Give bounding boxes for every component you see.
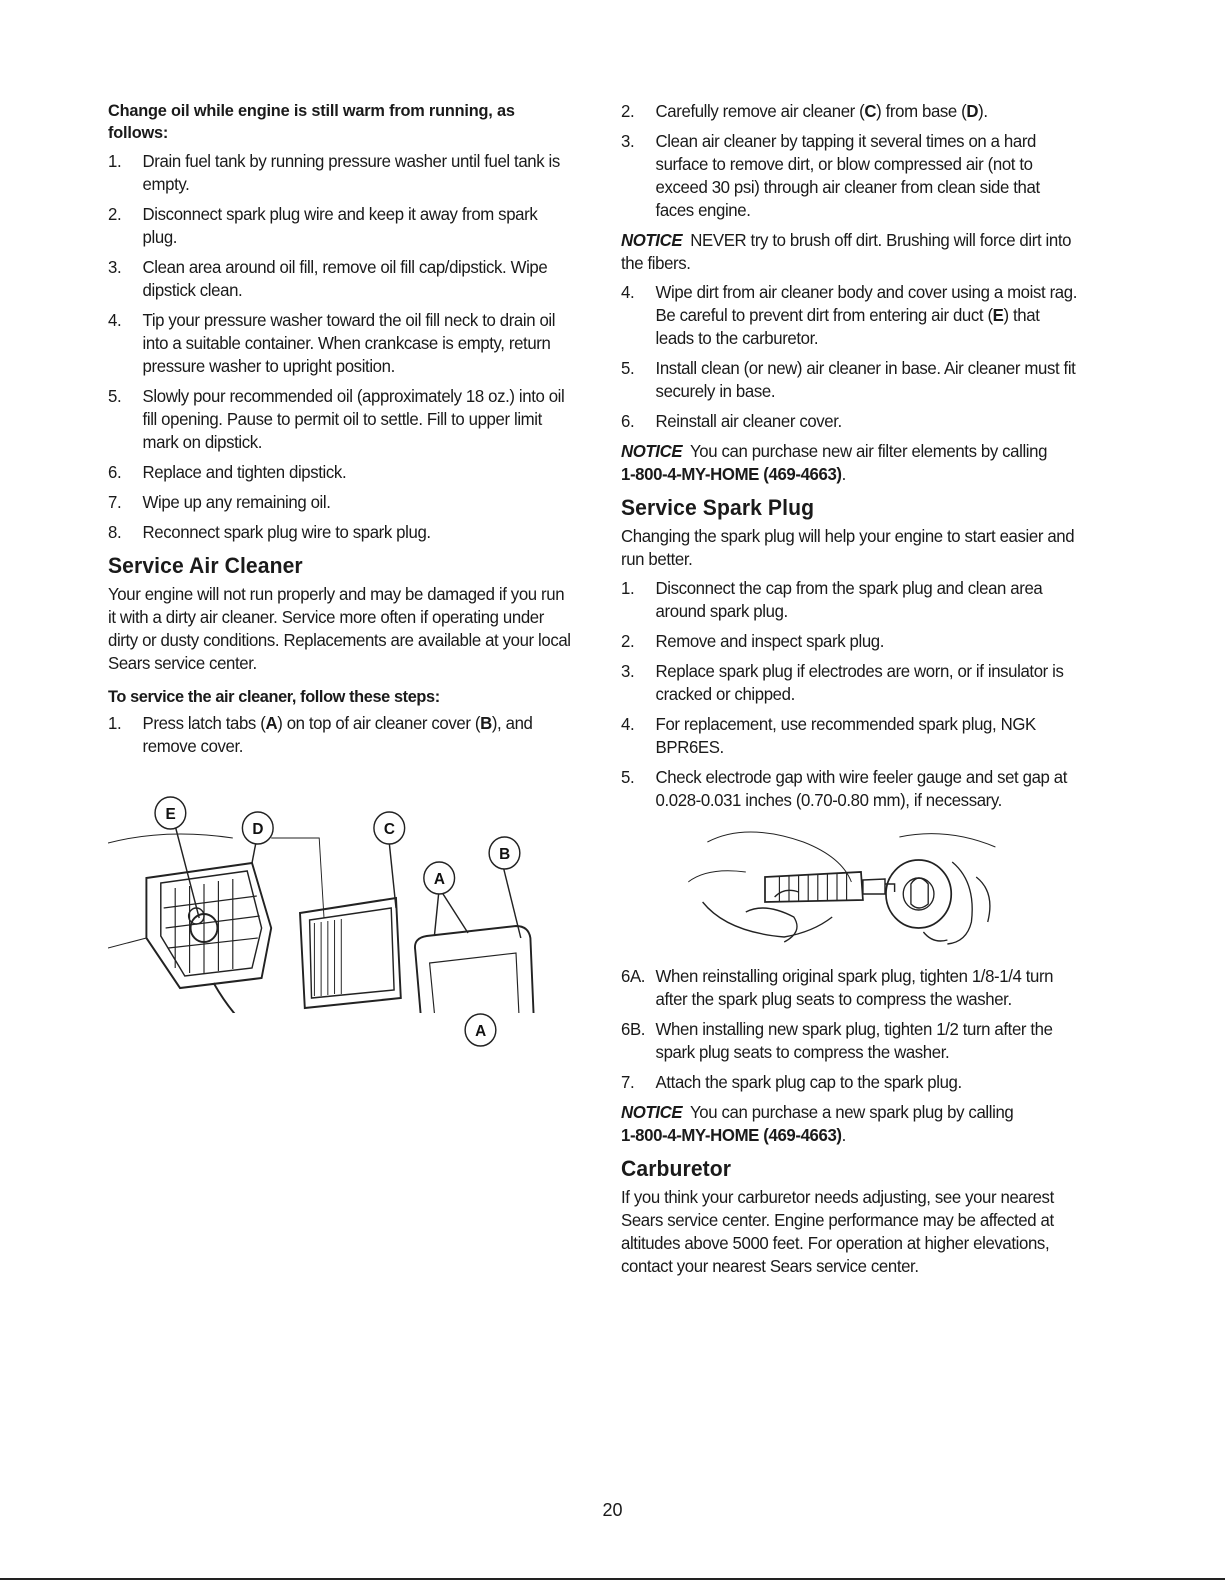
notice-spark-plug: NOTICE You can purchase a new spark plug by calling 1-800-4-MY-HOME (469-4663). (621, 1102, 1014, 1145)
page-number: 20 (602, 1500, 623, 1520)
list-item: 4. Tip your pressure washer toward the oil fill neck to drain oil into a suitable container. When crankcase is empty, return pressure washer to upright position. (108, 310, 556, 376)
air-cleaner-diagram-bottom (108, 1013, 569, 1048)
figure-label-b: B (499, 845, 510, 864)
air-cleaner-heading: Service Air Cleaner (108, 553, 303, 578)
notice-label: NOTICE (621, 1102, 683, 1122)
figure-label-c: C (383, 820, 395, 839)
list-item: 5. Install clean (or new) air cleaner in base. Air cleaner must fit securely in base. (621, 358, 1076, 401)
list-item: 1. Drain fuel tank by running pressure washer until fuel tank is empty. (108, 151, 560, 194)
air-cleaner-steps-c (621, 281, 1082, 433)
list-item: 6. Reinstall air cleaner cover. (621, 411, 842, 431)
notice-air-filter: NOTICE You can purchase new air filter elements by calling 1-800-4-MY-HOME (469-4663). (621, 441, 1048, 484)
spark-plug-gauge-diagram (688, 822, 1014, 947)
spark-plug-figure (621, 822, 1082, 953)
list-item: 3. Clean area around oil fill, remove oil fill cap/dipstick. Wipe dipstick clean. (108, 257, 548, 300)
list-item: 2. Disconnect spark plug wire and keep it away from spark plug. (108, 204, 538, 247)
air-cleaner-figure (108, 768, 574, 1054)
phone-number: 1-800-4-MY-HOME (469-4663) (621, 1125, 842, 1145)
figure-label-a-top: A (433, 870, 445, 889)
right-column (621, 100, 1082, 1284)
list-item: 1. Disconnect the cap from the spark plug and clean area around spark plug. (621, 578, 1043, 621)
list-item: 3. Replace spark plug if electrodes are worn, or if insulator is cracked or chipped. (621, 661, 1064, 704)
spark-plug-steps-b (621, 965, 1082, 1094)
spark-plug-heading: Service Spark Plug (621, 495, 815, 520)
list-item: 6B. When installing new spark plug, tighten 1/2 turn after the spark plug seats to compress the washer. (621, 1019, 1053, 1062)
air-cleaner-steps-heading: To service the air cleaner, follow these steps: (108, 687, 440, 706)
oil-change-steps (108, 150, 574, 544)
phone-number: 1-800-4-MY-HOME (469-4663) (621, 464, 842, 484)
list-item: 3. Clean air cleaner by tapping it several times on a hard surface to remove dirt, or blow compressed air (not to exceed 30 psi) through air cleaner from clean side that faces engine. (621, 131, 1040, 220)
air-cleaner-steps-a (108, 712, 574, 758)
list-item: 7. Wipe up any remaining oil. (108, 492, 331, 512)
spark-plug-steps-a (621, 577, 1082, 812)
list-item: 6. Replace and tighten dipstick. (108, 462, 347, 482)
list-item: 5. Check electrode gap with wire feeler gauge and set gap at 0.028-0.031 inches (0.70-0.80 mm), if necessary. (621, 767, 1068, 810)
figure-label-d: D (252, 820, 264, 839)
spark-plug-intro: Changing the spark plug will help your engine to start easier and run better. (621, 526, 1075, 569)
carburetor-heading: Carburetor (621, 1156, 732, 1181)
air-cleaner-steps-b (621, 100, 1082, 222)
bottom-rule (0, 1578, 1225, 1580)
list-item: 2. Carefully remove air cleaner (C) from base (D). (621, 101, 988, 121)
list-item: 4. For replacement, use recommended spark plug, NGK BPR6ES. (621, 714, 1036, 757)
air-cleaner-intro: Your engine will not run properly and may be damaged if you run it with a dirty air cleaner. Service more often if operating under dirty or dusty conditions. Replacements are available at your local Sears service center. (108, 584, 571, 673)
air-cleaner-diagram (108, 768, 569, 1013)
notice-label: NOTICE (621, 230, 683, 250)
list-item: 8. Reconnect spark plug wire to spark plug. (108, 522, 431, 542)
figure-label-a-bottom: A (475, 1022, 486, 1041)
list-item: 2. Remove and inspect spark plug. (621, 631, 885, 651)
list-item: 1. Press latch tabs (A) on top of air cleaner cover (B), and remove cover. (108, 713, 533, 756)
oil-change-intro: Change oil while engine is still warm from running, as follows: (108, 101, 515, 142)
list-item: 4. Wipe dirt from air cleaner body and cover using a moist rag. Be careful to prevent dirt from entering air duct (E) that leads to the carburetor. (621, 282, 1077, 348)
figure-label-e: E (165, 805, 176, 824)
list-item: 6A. When reinstalling original spark plug, tighten 1/8-1/4 turn after the spark plug seats to compress the washer. (621, 966, 1054, 1009)
list-item: 7. Attach the spark plug cap to the spark plug. (621, 1072, 962, 1092)
list-item: 5. Slowly pour recommended oil (approximately 18 oz.) into oil fill opening. Pause to permit oil to settle. Fill to upper limit mark on dipstick. (108, 386, 565, 452)
carburetor-text: If you think your carburetor needs adjusting, see your nearest Sears service center. Engine performance may be affected at altitudes above 5000 feet. For operation at higher elevations, contact your nearest Sears service center. (621, 1187, 1054, 1276)
left-column (108, 100, 574, 1066)
notice-label: NOTICE (621, 441, 683, 461)
notice-brush: NOTICE NEVER try to brush off dirt. Brushing will force dirt into the fibers. (621, 230, 1072, 273)
